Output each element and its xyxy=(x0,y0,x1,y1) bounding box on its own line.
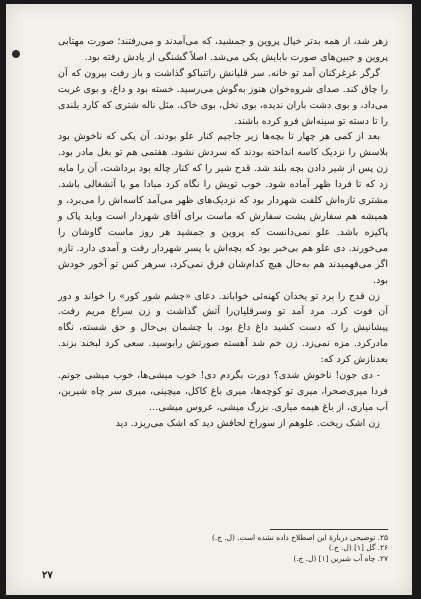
paragraph: - دی جون! ناخوش شدی؟ دورت بگردم دی! خوب میشی‌ها، خوب میشی جونم. فردا میری‌صحرا، میری تو کوچه‌ها، میری باغ کاکل، میچینی، میری سر چاه شیرین، آب میاری، از باغ هیمه میاری. بزرگ میشی، عروس میشی… xyxy=(58,370,388,413)
paragraph: زهر شد، از همه بدتر خیال پروین و جمشید، که می‌آمدند و می‌رفتند؛ صورت مهتابی پروین و جبین‌های صورت بابایش یکی می‌شد. اصلاً گشنگی از یادش رفته بود. xyxy=(58,36,388,63)
page-number: ۲۷ xyxy=(42,570,53,581)
footnote: ۲۶. گل [۱] (ل. ج.) xyxy=(328,543,388,553)
paragraph: زن اشک ریخت. علوهم از سوراخ لحافش دید که اشک می‌ریزد. دید xyxy=(115,417,380,429)
paragraph: گرگر غرغرکنان آمد تو خانه. سر قلیانش راتنباکو گذاشت و باز رفت بیرون که آن را چاق کند. صدای شروه‌خوان هنوز به‌گوش می‌رسید. خسته بود و داغ، و بوی غربت می‌داد، و بوی دشت باران ندیده، بوی نخل، بوی خاک. مثل ناله شتری که کارد بلندی را تا دسته تو سینه‌اش فرو کرده باشند. xyxy=(58,67,388,127)
scan-hole-mark xyxy=(12,50,20,58)
body-text xyxy=(58,34,388,432)
footnotes xyxy=(88,533,388,564)
footnote-divider xyxy=(270,529,388,530)
book-page xyxy=(6,4,412,595)
footnote: ۲۷. چاه آب شیرین [۱] (ل. ج.) xyxy=(293,553,388,563)
paragraph: بعد از کمی هر چهار تا بچه‌ها زیر جاجیم کنار علو بودند. آن یکی که ناخوش بود بلاسش را نزدیک کاسه انداخته بودند که سردش نشود. هفتمی هم تو بغل مادر بود. زن پس از شیر دادن بچه بلند شد. قدح شیر را که کنار چاله بود برداشت، آن را مایه زد که تا فردا ظهر آماده شود. خوب تویش را نگاه کرد مبادا مو یا آتشغالی باشد. مشتری تازه‌اش کلفت شهردار بود که نزدیک‌های ظهر می‌آمد کاسه‌اش را می‌برد، و همیشه هم سفارش پشت سفارش که ماست برای آقای شهردار است وباید پاک و پاکیزه باشد. علو نمی‌دانست که پروین و جمشید هر روز ماست گاوشان را می‌خورند. دی علو هم بی‌خبر بود که بچه‌اش با پسر شهردار رفت و آمدی دارد. تازه اگر می‌فهمیدند هم به‌حال هیچ کدام‌شان فرق نمی‌کرد، سرهر کس تو آخور خودش بود. xyxy=(58,131,388,286)
paragraph: زن قدح را برد تو یخدان کهنه‌ئی خواباند. دعای «چشم شور کور» را خواند و دور آن فوت کرد. مرد آمد تو وسرقلیان‌را آتش گذاشت و زن سراغ مریم رفت. پیشانیش را که دست کشید داغ داغ بود. با چشمان بی‌حال و حق شسته، نگاه مادرکرد. مزه نمی‌زد. زن خم شد آهسته صورتش رابوسید. سعی کرد لبخند بزند. بعدنازش کرد که: xyxy=(58,290,388,366)
footnote: ۲۵. توضیحی دربارهٔ این اصطلاح داده نشده است. (ل. ج.) xyxy=(211,533,388,542)
